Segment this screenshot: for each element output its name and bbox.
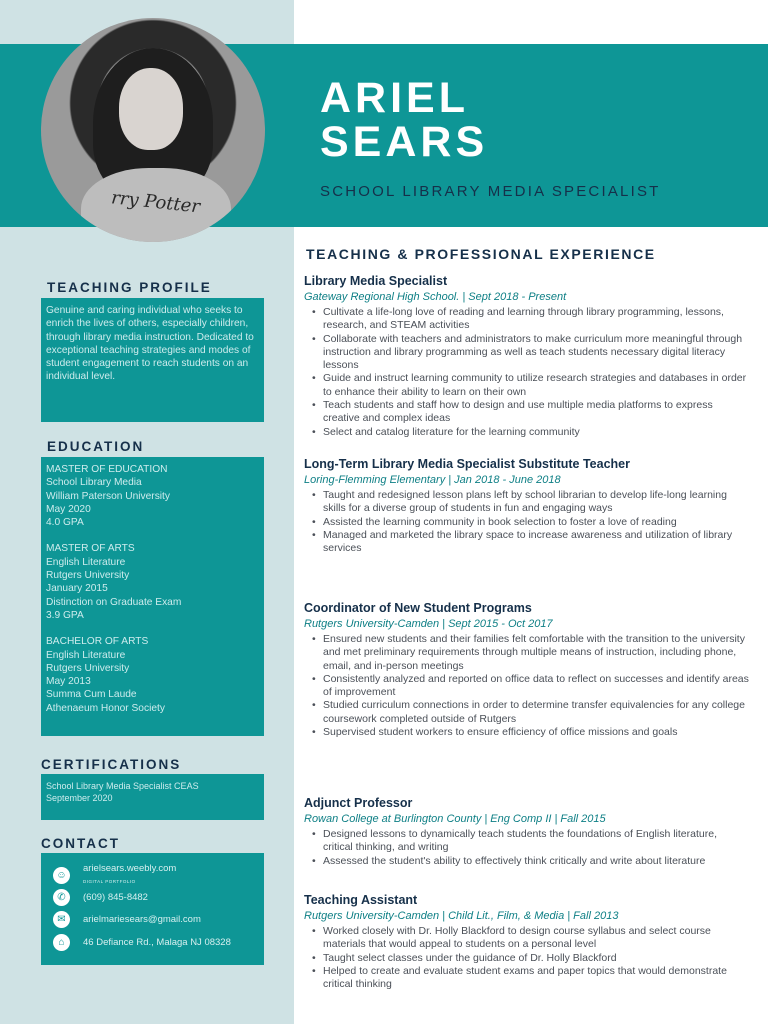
experience-heading: TEACHING & PROFESSIONAL EXPERIENCE — [306, 246, 656, 262]
job-entry — [304, 457, 749, 555]
education-entry — [46, 542, 259, 622]
phone-icon: ✆ — [53, 889, 70, 906]
date: May 2013 — [46, 676, 91, 688]
job-entry — [304, 893, 749, 991]
job-role: Teaching Assistant — [304, 893, 418, 907]
duty-item: • Helped to create and evaluate student exams and paper topics that would demonstrate critical thinking — [304, 965, 749, 992]
envelope-icon: ✉ — [53, 911, 70, 928]
honor: Summa Cum Laude — [46, 689, 137, 701]
duty-item: • Teach students and staff how to design and use multiple media platforms to express creative and complex ideas — [304, 399, 749, 426]
duty-item: • Taught select classes under the guidance of Dr. Holly Blackford — [304, 952, 749, 965]
certification-date: September 2020 — [46, 793, 113, 803]
honor: Distinction on Graduate Exam — [46, 596, 182, 608]
school: Rutgers University — [46, 570, 130, 582]
certifications-heading: CERTIFICATIONS — [41, 757, 182, 772]
duty-item: • Taught and redesigned lesson plans left by school librarian to develop life-long learning skills for a diverse group of students in fun and engaging ways — [304, 489, 749, 516]
website-link[interactable]: arielsears.weebly.com — [83, 863, 177, 874]
education-entry — [46, 463, 259, 529]
date: January 2015 — [46, 583, 108, 595]
contact-website[interactable] — [53, 862, 176, 889]
job-entry — [304, 274, 749, 439]
job-organization: Rutgers University-Camden | Child Lit., Film, & Media | Fall 2013 — [304, 910, 619, 922]
duty-item: • Worked closely with Dr. Holly Blackford to design course syllabus and select course materials that would appeal to students on a personal level — [304, 925, 749, 952]
education-box — [41, 457, 264, 736]
duty-item: • Cultivate a life-long love of reading and learning through library programming, lessons, research, and STEAM activities — [304, 306, 749, 333]
teaching-profile-text: Genuine and caring individual who seeks to enrich the lives of others, especially children, through library media instruction. Dedicated to exceptional teaching strategies and modes of student engagement to reach students on an individual level. — [46, 305, 254, 383]
job-role: Adjunct Professor — [304, 796, 413, 810]
teaching-profile-box — [41, 298, 264, 422]
website-caption: DIGITAL PORTFOLIO — [83, 879, 136, 885]
home-icon: ⌂ — [53, 934, 70, 951]
job-role: Coordinator of New Student Programs — [304, 601, 532, 615]
certification-name: School Library Media Specialist CEAS — [46, 781, 199, 791]
school: Rutgers University — [46, 662, 130, 674]
degree: MASTER OF ARTS — [46, 543, 135, 555]
job-entry — [304, 796, 749, 868]
job-role: Library Media Specialist — [304, 274, 448, 288]
education-heading: EDUCATION — [47, 439, 145, 454]
contact-email[interactable] — [53, 911, 201, 928]
field: School Library Media — [46, 477, 142, 489]
street-address: 46 Defiance Rd., Malaga NJ 08328 — [83, 936, 231, 948]
job-entry — [304, 601, 749, 739]
duty-item: • Assessed the student's ability to effectively think critically and write about literature — [304, 855, 749, 868]
certifications-box — [41, 774, 264, 820]
duty-item: • Ensured new students and their families felt comfortable with the transition to the university and met preliminary requirements through multiple means of instruction, including phone, email, and in-person meetings — [304, 633, 749, 673]
first-name: ARIEL — [320, 74, 469, 122]
duty-item: • Select and catalog literature for the learning community — [304, 426, 749, 439]
honor: 3.9 GPA — [46, 609, 84, 621]
job-role: Long-Term Library Media Specialist Substitute Teacher — [304, 457, 630, 471]
duty-item: • Guide and instruct learning community to utilize research strategies and databases in order to enhance their ability to learn on their own — [304, 372, 749, 399]
job-organization: Rutgers University-Camden | Sept 2015 - Oct 2017 — [304, 618, 553, 630]
person-icon: ☺ — [53, 867, 70, 884]
job-duties — [304, 489, 749, 555]
job-duties — [304, 633, 749, 739]
contact-heading: CONTACT — [41, 836, 120, 851]
job-organization: Gateway Regional High School. | Sept 2018 - Present — [304, 291, 567, 303]
job-duties — [304, 828, 749, 868]
duty-item: • Managed and marketed the library space to increase awareness and utilization of library services — [304, 529, 749, 556]
job-title: SCHOOL LIBRARY MEDIA SPECIALIST — [320, 183, 661, 200]
contact-box — [41, 853, 264, 965]
degree: BACHELOR OF ARTS — [46, 636, 149, 648]
education-entry — [46, 635, 259, 715]
contact-phone[interactable] — [53, 889, 148, 906]
candidate-name — [320, 76, 488, 164]
job-duties — [304, 925, 749, 991]
job-organization: Loring-Flemming Elementary | Jan 2018 - June 2018 — [304, 474, 561, 486]
last-name: SEARS — [320, 118, 489, 166]
school: William Paterson University — [46, 490, 170, 502]
email-address[interactable]: arielmariesears@gmail.com — [83, 913, 201, 925]
degree: MASTER OF EDUCATION — [46, 464, 168, 475]
field: English Literature — [46, 556, 126, 568]
duty-item: • Designed lessons to dynamically teach students the foundations of English literature, critical thinking, and writing — [304, 828, 749, 855]
profile-photo — [41, 18, 265, 242]
duty-item: • Consistently analyzed and reported on office data to reflect on successes and identify areas of improvement — [304, 673, 749, 700]
date: May 2020 — [46, 503, 91, 515]
duty-item: • Studied curriculum connections in order to determine transfer equivalencies for any college coursework completed outside of Rutgers — [304, 699, 749, 726]
photo-shirt-print: rry Potter — [110, 187, 201, 218]
top-white-strip — [294, 0, 768, 44]
phone-number[interactable]: (609) 845-8482 — [83, 891, 148, 903]
job-duties — [304, 306, 749, 439]
duty-item: • Assisted the learning community in book selection to foster a love of reading — [304, 516, 749, 529]
honor: 4.0 GPA — [46, 517, 84, 529]
contact-address — [53, 934, 231, 951]
duty-item: • Collaborate with teachers and administrators to make curriculum more meaningful through instruction and library programming as well as teach students necessary digital literacy lessons — [304, 333, 749, 373]
duty-item: • Supervised student workers to ensure efficiency of office missions and goals — [304, 726, 749, 739]
photo-face — [119, 68, 183, 150]
job-organization: Rowan College at Burlington County | Eng Comp II | Fall 2015 — [304, 813, 606, 825]
teaching-profile-heading: TEACHING PROFILE — [47, 280, 212, 295]
field: English Literature — [46, 649, 126, 661]
honor: Athenaeum Honor Society — [46, 702, 165, 714]
